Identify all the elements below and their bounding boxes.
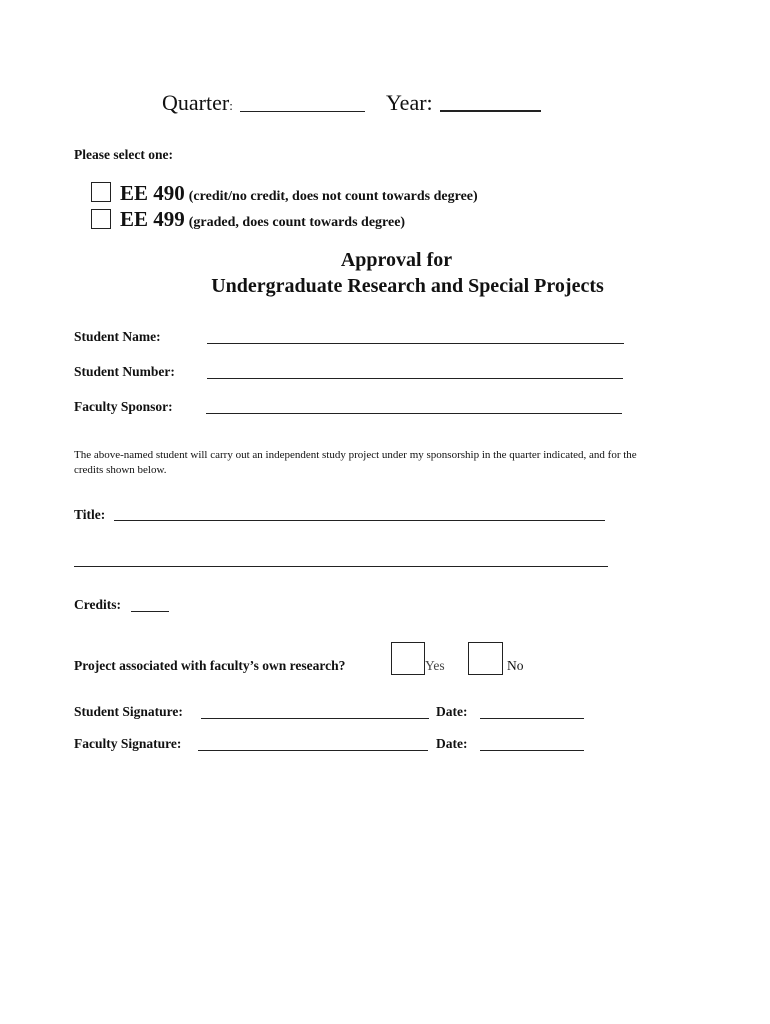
ee499-desc: (graded, does count towards degree) (188, 215, 406, 230)
faculty-signature-field[interactable] (198, 750, 428, 751)
student-name-field[interactable] (207, 343, 624, 344)
faculty-signature-label: Faculty Signature: (74, 736, 182, 751)
form-title-line2: Undergraduate Research and Special Projects (211, 275, 604, 297)
research-yes-checkbox[interactable] (391, 642, 425, 675)
quarter-label (162, 90, 233, 116)
ee490-checkbox[interactable] (91, 182, 111, 202)
quarter-field[interactable] (240, 111, 365, 112)
ee490-option (120, 181, 478, 206)
student-date-field[interactable] (480, 718, 584, 719)
project-title-field-line2[interactable] (74, 566, 608, 567)
credits-field[interactable] (131, 611, 169, 612)
research-no-label: No (507, 658, 524, 673)
research-question: Project associated with faculty’s own research? (74, 658, 346, 673)
student-signature-field[interactable] (201, 718, 429, 719)
student-date-label: Date: (436, 704, 468, 719)
student-name-label: Student Name: (74, 329, 161, 344)
credits-label: Credits: (74, 597, 121, 612)
year-label: Year: (386, 90, 433, 115)
statement-line1: The above-named student will carry out an independent study project under my sponsorship in the quarter indicated, and for the (74, 449, 637, 461)
student-number-field[interactable] (207, 378, 623, 379)
student-signature-label: Student Signature: (74, 704, 183, 719)
ee499-code: EE 499 (120, 207, 185, 231)
ee499-checkbox[interactable] (91, 209, 111, 229)
statement-line2: credits shown below. (74, 464, 167, 476)
select-prompt: Please select one: (74, 147, 173, 162)
project-title-label: Title: (74, 507, 106, 522)
faculty-sponsor-label: Faculty Sponsor: (74, 399, 173, 414)
faculty-sponsor-field[interactable] (206, 413, 622, 414)
research-yes-label: Yes (425, 658, 445, 673)
ee490-code: EE 490 (120, 181, 185, 205)
faculty-date-label: Date: (436, 736, 468, 751)
year-field[interactable] (440, 110, 541, 112)
faculty-date-field[interactable] (480, 750, 584, 751)
research-no-checkbox[interactable] (468, 642, 503, 675)
project-title-field[interactable] (114, 520, 605, 521)
form-title-line1: Approval for (340, 249, 453, 271)
quarter-colon: : (229, 98, 233, 113)
ee499-option (120, 207, 405, 232)
student-number-label: Student Number: (74, 364, 175, 379)
ee490-desc: (credit/no credit, does not count towards degree) (188, 189, 478, 204)
quarter-label-text: Quarter (162, 90, 230, 115)
